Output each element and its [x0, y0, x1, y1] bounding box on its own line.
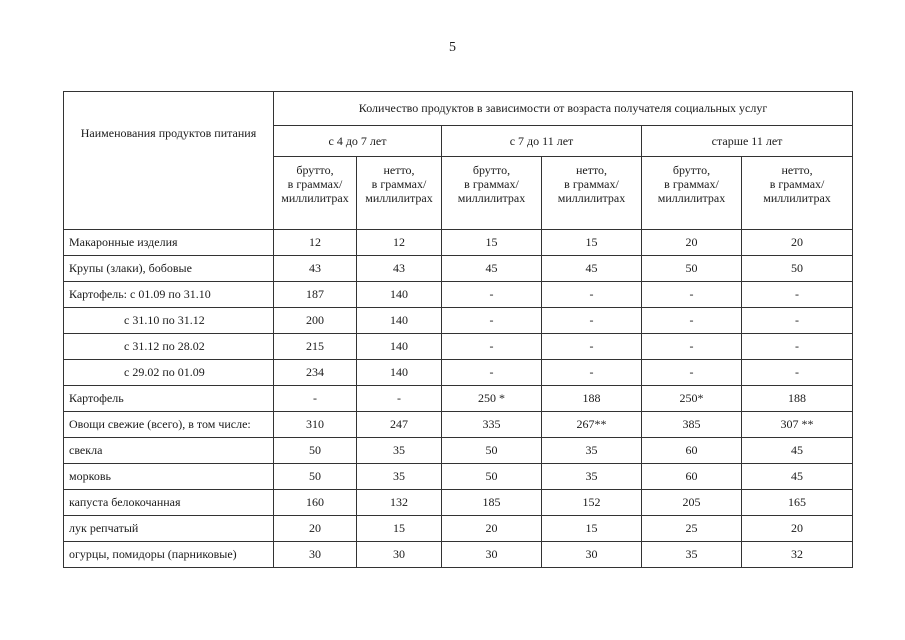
table-cell: 35 — [357, 464, 442, 490]
table-cell: 12 — [357, 230, 442, 256]
table-cell: - — [742, 360, 853, 386]
products-table — [63, 91, 853, 568]
table-cell: 45 — [742, 438, 853, 464]
table-cell: - — [274, 386, 357, 412]
product-name: с 31.12 по 28.02 — [64, 334, 274, 360]
table-cell: - — [642, 360, 742, 386]
table-cell: 50 — [442, 438, 542, 464]
table-row — [64, 490, 853, 516]
product-name: с 31.10 по 31.12 — [64, 308, 274, 334]
table-cell: 267** — [542, 412, 642, 438]
table-cell: 200 — [274, 308, 357, 334]
product-name: морковь — [64, 464, 274, 490]
table-cell: 30 — [274, 542, 357, 568]
age-group-4-7-header: с 4 до 7 лет — [274, 126, 442, 157]
table-cell: 152 — [542, 490, 642, 516]
table-cell: 20 — [742, 516, 853, 542]
table-cell: 140 — [357, 360, 442, 386]
page-number: 5 — [449, 40, 456, 55]
table-cell: 15 — [357, 516, 442, 542]
table-cell: 35 — [357, 438, 442, 464]
table-cell: 250 * — [442, 386, 542, 412]
table-cell: - — [357, 386, 442, 412]
table-cell: 15 — [542, 230, 642, 256]
table-cell: 45 — [542, 256, 642, 282]
table-cell: 50 — [274, 464, 357, 490]
product-name: с 29.02 по 01.09 — [64, 360, 274, 386]
table-row — [64, 256, 853, 282]
table-cell: 50 — [742, 256, 853, 282]
table-row — [64, 282, 853, 308]
table-cell: 385 — [642, 412, 742, 438]
table-cell: 15 — [542, 516, 642, 542]
table-cell: - — [542, 360, 642, 386]
table-row — [64, 516, 853, 542]
table-cell: 310 — [274, 412, 357, 438]
table-cell: 35 — [642, 542, 742, 568]
table-row — [64, 464, 853, 490]
product-name-header: Наименования продуктов питания — [64, 92, 274, 230]
table-cell: 307 ** — [742, 412, 853, 438]
table-cell: 160 — [274, 490, 357, 516]
product-name: огурцы, помидоры (парниковые) — [64, 542, 274, 568]
table-row — [64, 386, 853, 412]
table-cell: - — [542, 308, 642, 334]
table-cell: - — [442, 282, 542, 308]
table-row — [64, 308, 853, 334]
gross-header: брутто, в граммах/ миллилитрах — [442, 157, 542, 230]
product-name: лук репчатый — [64, 516, 274, 542]
table-cell: 45 — [742, 464, 853, 490]
product-name: Овощи свежие (всего), в том числе: — [64, 412, 274, 438]
product-name: свекла — [64, 438, 274, 464]
table-cell: 15 — [442, 230, 542, 256]
table-cell: 140 — [357, 282, 442, 308]
table-cell: - — [742, 308, 853, 334]
table-cell: - — [542, 282, 642, 308]
table-cell: 12 — [274, 230, 357, 256]
table-cell: - — [742, 334, 853, 360]
age-group-over-11-header: старше 11 лет — [642, 126, 853, 157]
table-cell: 140 — [357, 308, 442, 334]
product-name: Картофель — [64, 386, 274, 412]
table-cell: 20 — [642, 230, 742, 256]
table-row — [64, 230, 853, 256]
product-name: Картофель: с 01.09 по 31.10 — [64, 282, 274, 308]
table-cell: 165 — [742, 490, 853, 516]
table-cell: 43 — [357, 256, 442, 282]
table-cell: - — [742, 282, 853, 308]
table-cell: 20 — [742, 230, 853, 256]
table-row — [64, 438, 853, 464]
table-cell: 25 — [642, 516, 742, 542]
table-cell: 234 — [274, 360, 357, 386]
product-name: Макаронные изделия — [64, 230, 274, 256]
gross-header: брутто, в граммах/ миллилитрах — [274, 157, 357, 230]
table-cell: 60 — [642, 438, 742, 464]
table-cell: 140 — [357, 334, 442, 360]
table-cell: 35 — [542, 464, 642, 490]
table-cell: 205 — [642, 490, 742, 516]
table-cell: - — [442, 308, 542, 334]
table-row — [64, 412, 853, 438]
table-cell: 30 — [442, 542, 542, 568]
table-cell: 45 — [442, 256, 542, 282]
table-row — [64, 542, 853, 568]
table-cell: 132 — [357, 490, 442, 516]
table-cell: 188 — [742, 386, 853, 412]
table-cell: 30 — [542, 542, 642, 568]
table-cell: - — [442, 334, 542, 360]
table-cell: 20 — [442, 516, 542, 542]
table-cell: 60 — [642, 464, 742, 490]
table-cell: 50 — [642, 256, 742, 282]
table-cell: 50 — [274, 438, 357, 464]
table-cell: 335 — [442, 412, 542, 438]
table-cell: - — [542, 334, 642, 360]
table-cell: 43 — [274, 256, 357, 282]
table-cell: 247 — [357, 412, 442, 438]
table-row — [64, 334, 853, 360]
table-cell: 20 — [274, 516, 357, 542]
table-cell: 187 — [274, 282, 357, 308]
table-cell: - — [442, 360, 542, 386]
table-row — [64, 360, 853, 386]
table-cell: 215 — [274, 334, 357, 360]
age-group-7-11-header: с 7 до 11 лет — [442, 126, 642, 157]
product-name: капуста белокочанная — [64, 490, 274, 516]
quantity-header: Количество продуктов в зависимости от возраста получателя социальных услуг — [274, 92, 853, 126]
product-name: Крупы (злаки), бобовые — [64, 256, 274, 282]
table-cell: - — [642, 282, 742, 308]
gross-header: брутто, в граммах/ миллилитрах — [642, 157, 742, 230]
table-cell: 188 — [542, 386, 642, 412]
table-cell: 185 — [442, 490, 542, 516]
table-cell: 35 — [542, 438, 642, 464]
net-header: нетто, в граммах/ миллилитрах — [742, 157, 853, 230]
table-cell: 30 — [357, 542, 442, 568]
table-cell: 50 — [442, 464, 542, 490]
table-cell: - — [642, 308, 742, 334]
net-header: нетто, в граммах/ миллилитрах — [357, 157, 442, 230]
table-cell: 250* — [642, 386, 742, 412]
net-header: нетто, в граммах/ миллилитрах — [542, 157, 642, 230]
table-cell: - — [642, 334, 742, 360]
table-cell: 32 — [742, 542, 853, 568]
